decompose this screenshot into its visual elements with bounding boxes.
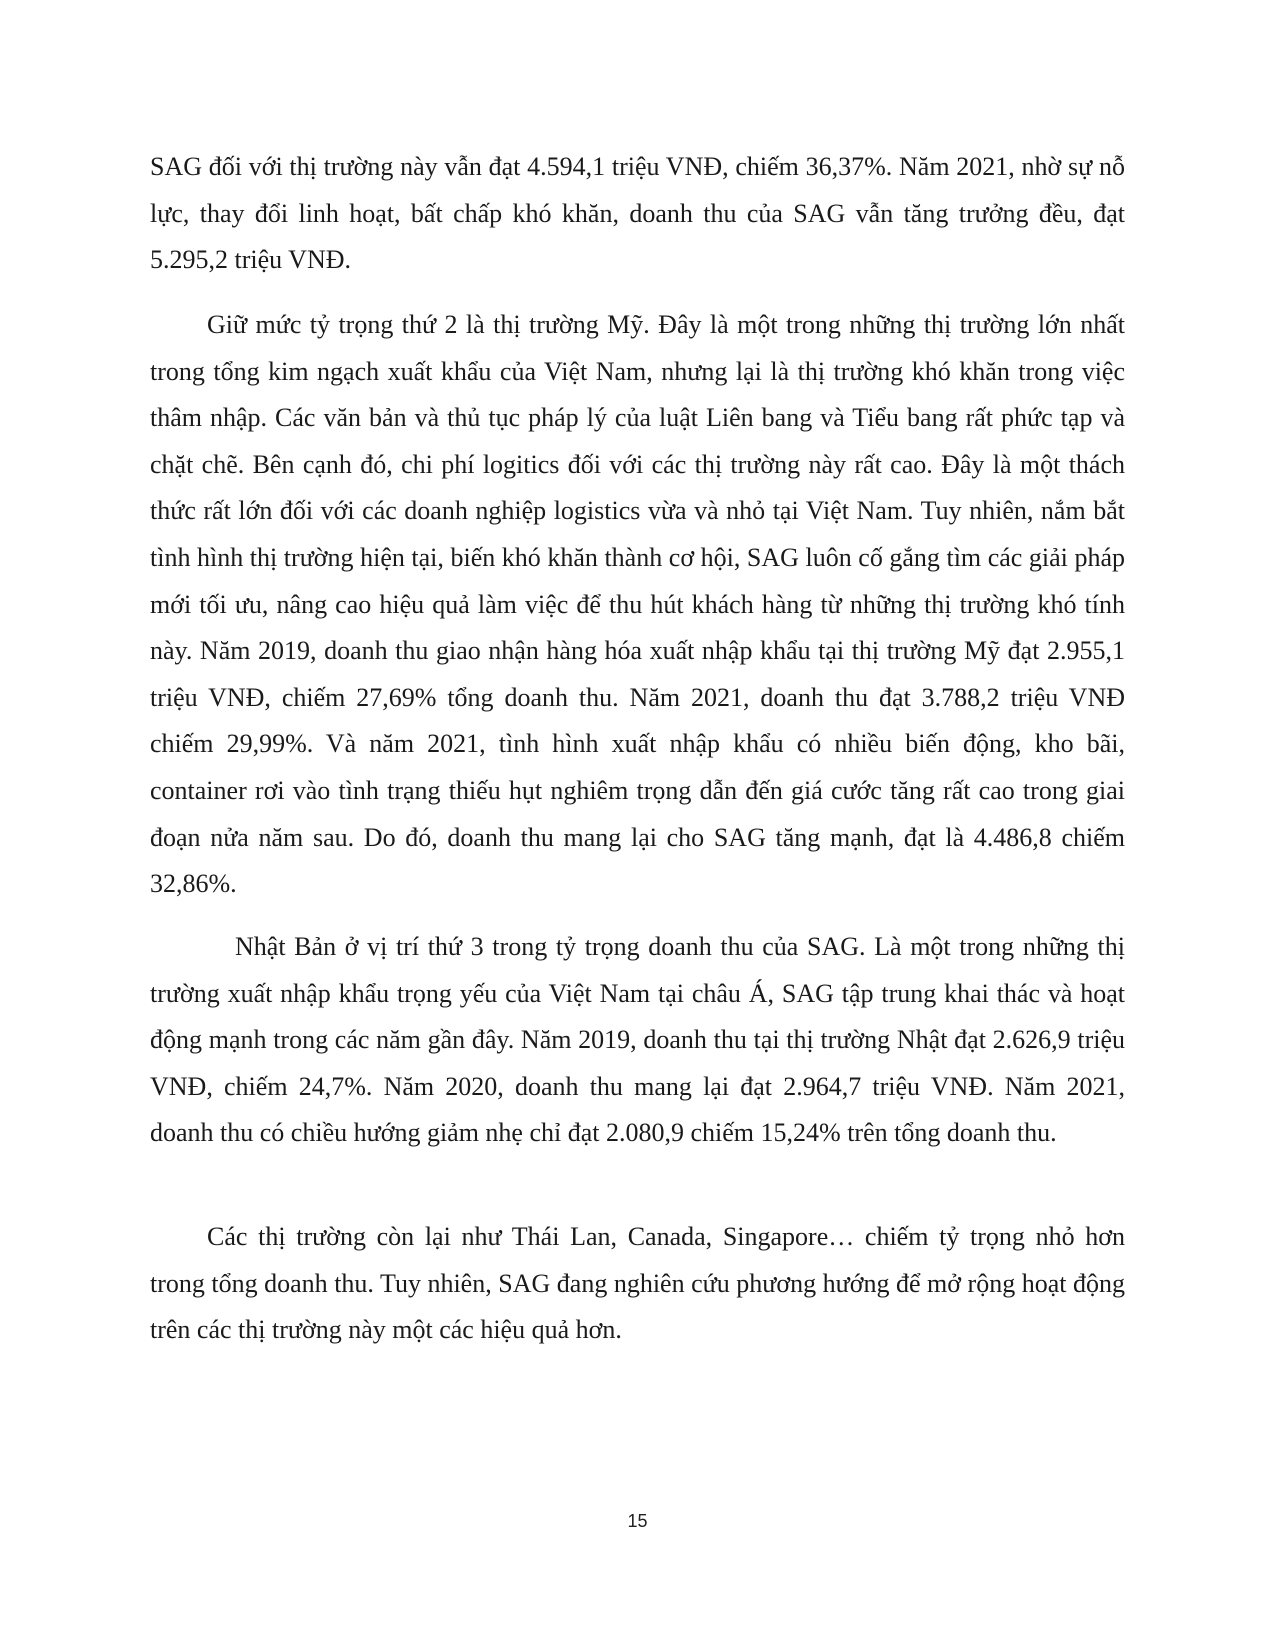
paragraph-other-markets: Các thị trường còn lại như Thái Lan, Canada, Singapore… chiếm tỷ trọng nhỏ hơn trong tổng doanh thu. Tuy nhiên, SAG đang nghiên cứu phương hướng để mở rộng hoạt động trên các thị trường này một các hiệu quả hơn.: [150, 1222, 1125, 1345]
page-number: 15: [627, 1511, 648, 1531]
paragraph-sag-revenue-continuation: SAG đối với thị trường này vẫn đạt 4.594,1 triệu VNĐ, chiếm 36,37%. Năm 2021, nhờ sự nỗ lực, thay đổi linh hoạt, bất chấp khó khăn, doanh thu của SAG vẫn tăng trưởng đều, đạt 5.295,2 triệu VNĐ.: [150, 152, 1125, 275]
paragraph-japan-market: Nhật Bản ở vị trí thứ 3 trong tỷ trọng doanh thu của SAG. Là một trong những thị trường xuất nhập khẩu trọng yếu của Việt Nam tại châu Á, SAG tập trung khai thác và hoạt động mạnh trong các năm gần đây. Năm 2019, doanh thu tại thị trường Nhật đạt 2.626,9 triệu VNĐ, chiếm 24,7%. Năm 2020, doanh thu mang lại đạt 2.964,7 triệu VNĐ. Năm 2021, doanh thu có chiều hướng giảm nhẹ chỉ đạt 2.080,9 chiếm 15,24% trên tổng doanh thu.: [150, 932, 1125, 1148]
paragraph-us-market: Giữ mức tỷ trọng thứ 2 là thị trường Mỹ. Đây là một trong những thị trường lớn nhất trong tổng kim ngạch xuất khẩu của Việt Nam, nhưng lại là thị trường khó khăn trong việc thâm nhập. Các văn bản và thủ tục pháp lý của luật Liên bang và Tiểu bang rất phức tạp và chặt chẽ. Bên cạnh đó, chi phí logitics đối với các thị trường này rất cao. Đây là một thách thức rất lớn đối với các doanh nghiệp logistics vừa và nhỏ tại Việt Nam. Tuy nhiên, nắm bắt tình hình thị trường hiện tại, biến khó khăn thành cơ hội, SAG luôn cố gắng tìm các giải pháp mới tối ưu, nâng cao hiệu quả làm việc để thu hút khách hàng từ những thị trường khó tính này. Năm 2019, doanh thu giao nhận hàng hóa xuất nhập khẩu tại thị trường Mỹ đạt 2.955,1 triệu VNĐ, chiếm 27,69% tổng doanh thu. Năm 2021, doanh thu đạt 3.788,2 triệu VNĐ chiếm 29,99%. Và năm 2021, tình hình xuất nhập khẩu có nhiều biến động, kho bãi, container rơi vào tình trạng thiếu hụt nghiêm trọng dẫn đến giá cước tăng rất cao trong giai đoạn nửa năm sau. Do đó, doanh thu mang lại cho SAG tăng mạnh, đạt là 4.486,8 chiếm 32,86%.: [150, 310, 1125, 899]
